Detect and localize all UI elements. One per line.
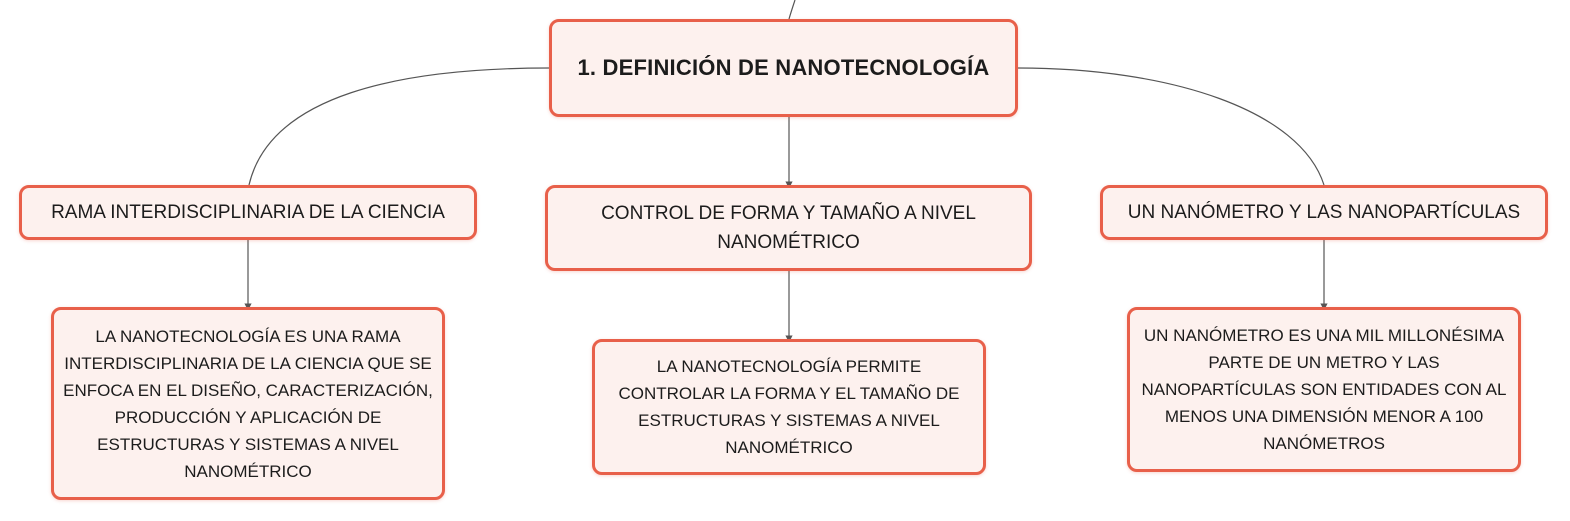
branch-topic-interdisciplinary[interactable] <box>19 185 477 240</box>
branch-topic-label: UN NANÓMETRO Y LAS NANOPARTÍCULAS <box>1127 202 1521 223</box>
branch-topic-shape-size-control[interactable] <box>545 185 1032 271</box>
detail-topic-interdisciplinary[interactable] <box>51 307 445 500</box>
branch-topic-label: CONTROL DE FORMA Y TAMAÑO A NIVEL NANOMÉTRICO <box>601 203 976 253</box>
connector-root-to-branch-1 <box>249 68 549 185</box>
branch-topic-nanometer[interactable] <box>1100 185 1548 240</box>
detail-topic-text: LA NANOTECNOLOGÍA ES UNA RAMA INTERDISCIPLINARIA DE LA CIENCIA QUE SE ENFOCA EN EL DISEÑO, CARACTERIZACIÓN, PRODUCCIÓN Y APLICACIÓN DE ESTRUCTURAS Y SISTEMAS A NIVEL NANOMÉTRICO <box>63 326 433 481</box>
connector-root-to-branch-3 <box>1018 68 1324 185</box>
root-topic[interactable] <box>549 19 1018 117</box>
detail-topic-shape-size-control[interactable] <box>592 339 986 475</box>
detail-topic-nanometer[interactable] <box>1127 307 1521 472</box>
connector-parent-to-root <box>789 0 795 19</box>
root-topic-label: 1. DEFINICIÓN DE NANOTECNOLOGÍA <box>577 55 990 80</box>
detail-topic-text: LA NANOTECNOLOGÍA PERMITE CONTROLAR LA FORMA Y EL TAMAÑO DE ESTRUCTURAS Y SISTEMAS A NIVEL NANOMÉTRICO <box>618 357 960 457</box>
detail-topic-text: UN NANÓMETRO ES UNA MIL MILLONÉSIMA PARTE DE UN METRO Y LAS NANOPARTÍCULAS SON ENTIDADES CON AL MENOS UNA DIMENSIÓN MENOR A 100 NANÓMETROS <box>1141 326 1507 453</box>
branch-topic-label: RAMA INTERDISCIPLINARIA DE LA CIENCIA <box>51 202 445 223</box>
